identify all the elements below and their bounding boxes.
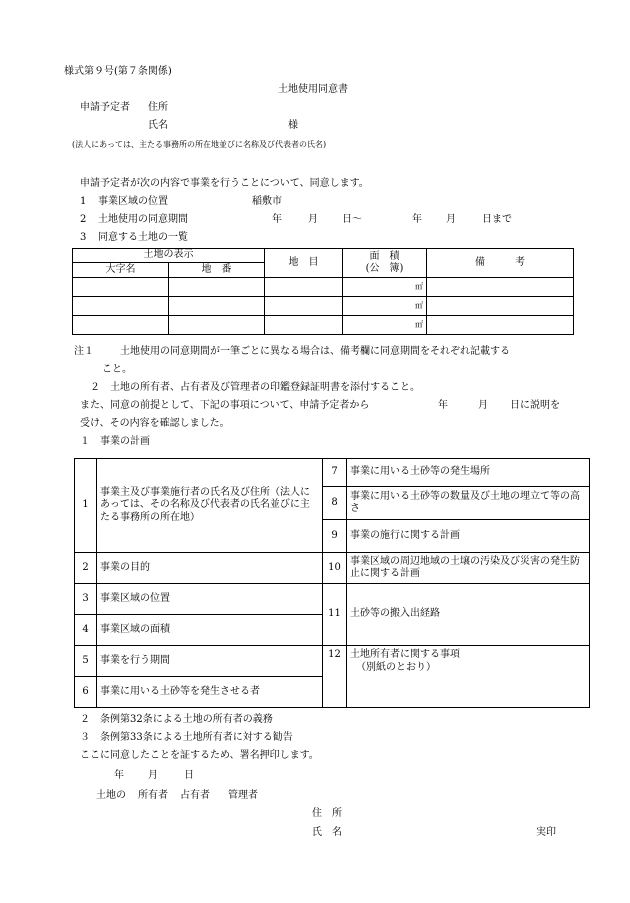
area-unit: ㎡ [343, 297, 427, 316]
period-start-year: 年 [272, 214, 282, 225]
plan-row-11-number: 11 [323, 584, 347, 646]
plan-row-3-number: 3 [75, 584, 97, 615]
plan-row-12-cell [347, 646, 590, 708]
plan-row-11-text: 土砂等の搬入出経路 [347, 584, 590, 646]
explain-year: 年 [438, 400, 448, 411]
header-area [343, 249, 427, 278]
plan-row-6-number: 6 [75, 677, 97, 708]
plan-row-12-text: 土地所有者に関する事項 [350, 649, 460, 660]
note1-label: 注１ [74, 346, 94, 357]
plan-row-1-text: 事業主及び事業施行者の氏名及び住所（法人にあっては、その名称及び代表者の氏名並びに主たる事務所の所在地） [97, 459, 323, 553]
chimoku-cell[interactable] [265, 316, 343, 335]
owner-label: 所有者 [138, 790, 168, 801]
applicant-name-label: 氏名 [148, 120, 168, 131]
remarks-cell[interactable] [427, 316, 574, 335]
header-area-sub: (公 簿) [365, 263, 404, 274]
period-end-month: 月 [446, 214, 456, 225]
table-row [73, 278, 574, 297]
explain-month: 月 [478, 400, 488, 411]
item3-label: 同意する土地の一覧 [98, 232, 188, 243]
sign-year: 年 [114, 770, 124, 781]
premise-text-cont: 受け、その内容を確認しました。 [80, 418, 230, 429]
oaza-cell[interactable] [73, 297, 169, 316]
chiban-cell[interactable] [169, 278, 265, 297]
header-oaza: 大字名 [73, 263, 169, 278]
header-remarks: 備 考 [427, 249, 574, 278]
seal-label: 実印 [536, 827, 556, 838]
period-end-year: 年 [412, 214, 422, 225]
plan-row-7-text: 事業に用いる土砂等の発生場所 [347, 459, 590, 487]
plan-row-4-number: 4 [75, 615, 97, 646]
applicant-honorific: 様 [288, 120, 298, 131]
document-title: 土地使用同意書 [278, 84, 348, 95]
plan-row-6-text: 事業に用いる土砂等を発生させる者 [97, 677, 323, 708]
plan-row-9-text: 事業の施行に関する計画 [347, 520, 590, 553]
header-area-label: 面 積 [369, 250, 400, 262]
header-land-display: 土地の表示 [73, 249, 265, 263]
land-table [72, 248, 574, 335]
plan-table [74, 458, 590, 708]
premise-text: また、同意の前提として、下記の事項について、申請予定者から [80, 400, 370, 411]
plan-row-10-number: 10 [323, 553, 347, 584]
applicant-note: (法人にあっては、主たる事務所の所在地並びに名称及び代表者の氏名) [72, 140, 327, 149]
form-number: 様式第９号(第７条関係) [64, 66, 172, 77]
plan-row-5-text: 事業を行う期間 [97, 646, 323, 677]
plan-row-3-text: 事業区域の位置 [97, 584, 323, 615]
remarks-cell[interactable] [427, 278, 574, 297]
footer-item3: ３ 条例第33条による土地所有者に対する勧告 [80, 732, 293, 743]
sign-day: 日 [184, 770, 194, 781]
remarks-cell[interactable] [427, 297, 574, 316]
note1-continuation: こと。 [102, 364, 132, 375]
plan-row-7-number: 7 [323, 459, 347, 487]
plan-row-8-number: 8 [323, 487, 347, 520]
signer-name-label: 氏 名 [312, 827, 342, 838]
header-chiban: 地 番 [169, 263, 265, 278]
header-chimoku: 地 目 [265, 249, 343, 278]
chiban-cell[interactable] [169, 316, 265, 335]
applicant-address-label: 住所 [148, 102, 168, 113]
plan-row-8-text: 事業に用いる土砂等の数量及び土地の埋立て等の高さ [347, 487, 590, 520]
table-row [73, 316, 574, 335]
certify-text: ここに同意したことを証するため、署名押印します。 [80, 750, 319, 761]
item2-label: 土地使用の同意期間 [98, 214, 188, 225]
plan-row-12-sub: （別紙のとおり） [356, 661, 436, 673]
land-label: 土地の [96, 790, 126, 801]
item1-value: 稲敷市 [252, 196, 282, 207]
table-row [73, 297, 574, 316]
period-end-day: 日まで [482, 214, 512, 225]
explain-day: 日に説明を [510, 400, 560, 411]
plan-row-10-text: 事業区域の周辺地域の土壌の汚染及び災害の発生防止に関する計画 [347, 553, 590, 584]
chiban-cell[interactable] [169, 297, 265, 316]
sign-month: 月 [148, 770, 158, 781]
footer-item2: ２ 条例第32条による土地の所有者の義務 [80, 714, 273, 725]
note2-text: ２ 土地の所有者、占有者及び管理者の印鑑登録証明書を添付すること。 [90, 382, 420, 393]
oaza-cell[interactable] [73, 278, 169, 297]
item2-number: 2 [80, 214, 87, 225]
signer-address-label: 住 所 [312, 808, 342, 819]
area-unit: ㎡ [343, 278, 427, 297]
chimoku-cell[interactable] [265, 278, 343, 297]
applicant-label: 申請予定者 [80, 102, 130, 113]
period-start-day: 日〜 [342, 214, 362, 225]
plan-row-1-number: 1 [75, 459, 97, 553]
plan-row-2-text: 事業の目的 [97, 553, 323, 584]
manager-label: 管理者 [228, 790, 258, 801]
plan-row-12-number: 12 [323, 646, 347, 708]
intro-text: 申請予定者が次の内容で事業を行うことについて、同意します。 [80, 178, 369, 189]
plan-heading: １ 事業の計画 [80, 436, 150, 447]
oaza-cell[interactable] [73, 316, 169, 335]
plan-row-2-number: 2 [75, 553, 97, 584]
plan-row-4-text: 事業区域の面積 [97, 615, 323, 646]
item1-number: 1 [80, 196, 87, 207]
item1-label: 事業区域の位置 [98, 196, 168, 207]
area-unit: ㎡ [343, 316, 427, 335]
chimoku-cell[interactable] [265, 297, 343, 316]
period-start-month: 月 [308, 214, 318, 225]
plan-row-9-number: 9 [323, 520, 347, 553]
item3-number: 3 [80, 232, 87, 243]
occupant-label: 占有者 [180, 790, 210, 801]
plan-row-5-number: 5 [75, 646, 97, 677]
note1-text: 土地使用の同意期間が一筆ごとに異なる場合は、備考欄に同意期間をそれぞれ記載する [120, 346, 510, 357]
